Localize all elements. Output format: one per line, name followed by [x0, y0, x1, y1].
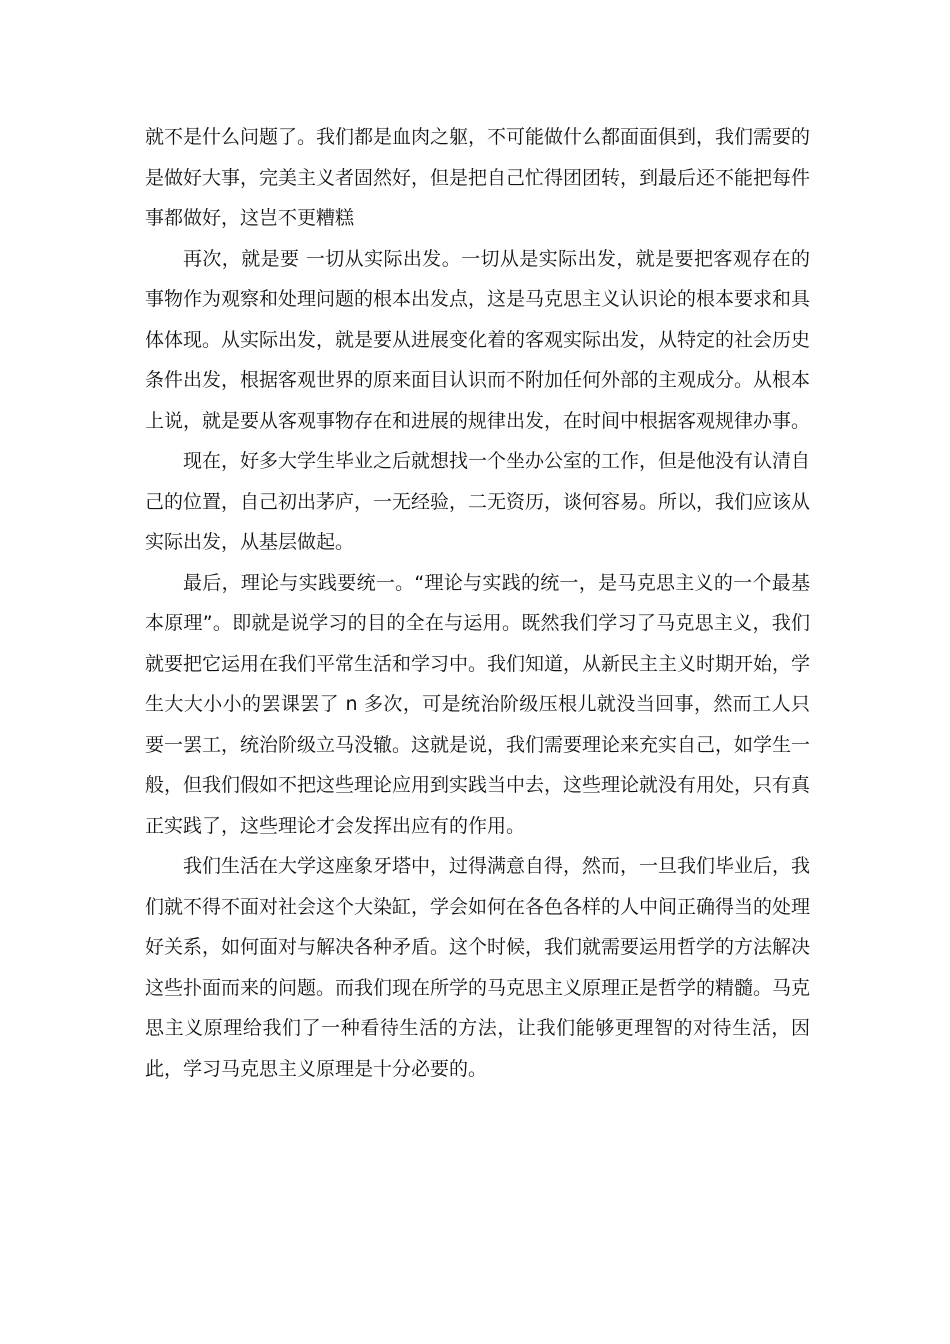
paragraph-conclusion: 我们生活在大学这座象牙塔中，过得满意自得，然而，一旦我们毕业后，我们就不得不面对社会这个大染缸，学会如何在各色各样的人中间正确得当的处理好关系，如何面对与解决各种矛盾。这个时候，我们就需要运用哲学的方法解决这些扑面而来的问题。而我们现在所学的马克思主义原理正是哲学的精髓。马克思主义原理给我们了一种看待生活的方法，让我们能够更理智的对待生活，因此，学习马克思主义原理是十分必要的。 [145, 855, 811, 1080]
paragraph-graduates: 现在，好多大学生毕业之后就想找一个坐办公室的工作，但是他没有认清自己的位置，自己初出茅庐，一无经验，二无资历，谈何容易。所以，我们应该从实际出发，从基层做起。 [145, 450, 811, 553]
paragraph-practical-reality: 再次，就是要 一切从实际出发。一切从是实际出发，就是要把客观存在的事物作为观察和处理问题的根本出发点，这是马克思主义认识论的根本要求和具体体现。从实际出发，就是要从进展变化着的客观实际出发，从特定的社会历史条件出发，根据客观世界的原来面目认识而不附加任何外部的主观成分。从根本上说，就是要从客观事物存在和进展的规律出发，在时间中根据客观规律办事。 [145, 247, 811, 432]
paragraph-theory-practice: 最后，理论与实践要统一。“理论与实践的统一，是马克思主义的一个最基本原理”。即就是说学习的目的全在与运用。既然我们学习了马克思主义，我们就要把它运用在我们平常生活和学习中。我们知道，从新民主主义时期开始，学生大大小小的罢课罢了 n 多次，可是统治阶级压根儿就没当回事，然而工人只要一罢工，统治阶级立马没辙。这就是说，我们需要理论来充实自己，如学生一般，但我们假如不把这些理论应用到实践当中去，这些理论就没有用处，只有真正实践了，这些理论才会发挥出应有的作用。 [145, 571, 811, 837]
document-body [145, 117, 810, 1089]
paragraph-continuation: 就不是什么问题了。我们都是血肉之躯，不可能做什么都面面俱到，我们需要的是做好大事，完美主义者固然好，但是把自己忙得团团转，到最后还不能把每件事都做好，这岂不更糟糕 [145, 126, 811, 229]
